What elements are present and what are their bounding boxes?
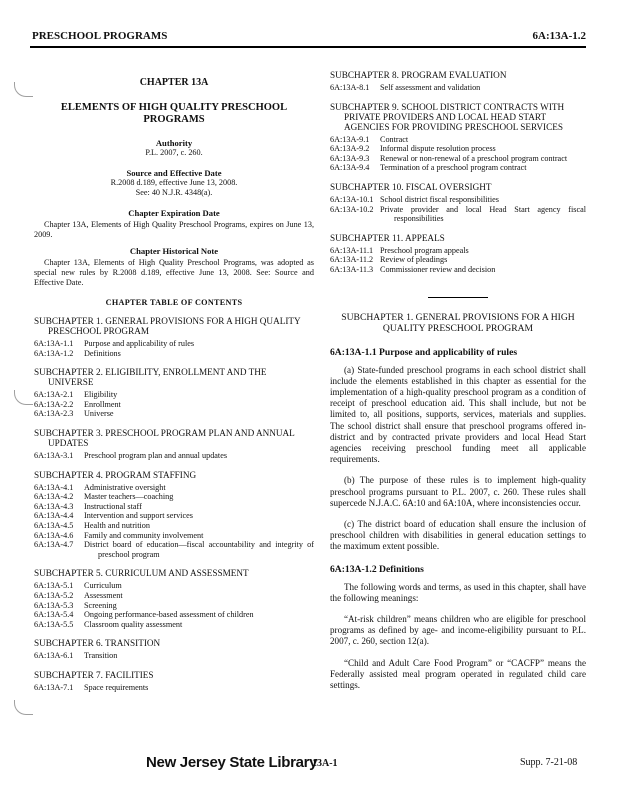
toc-entry	[34, 400, 314, 410]
toc-subchapter-title: SUBCHAPTER 11. APPEALS	[330, 232, 445, 243]
toc-heading: CHAPTER TABLE OF CONTENTS	[105, 298, 243, 307]
toc-entry	[330, 154, 586, 164]
toc-entry-number: 6A:13A-2.3	[34, 409, 74, 419]
toc-entry-number: 6A:13A-11.2	[330, 255, 374, 265]
toc-entry-list	[330, 195, 586, 224]
toc-entry	[34, 492, 314, 502]
footer-page-number: 13A-1	[312, 758, 338, 769]
toc-entry-title: Enrollment	[84, 399, 121, 409]
toc-entry-number: 6A:13A-4.1	[34, 482, 74, 492]
toc-entry-number: 6A:13A-1.2	[34, 348, 74, 358]
toc-entry	[34, 511, 314, 521]
punch-hole-mark	[14, 82, 33, 97]
toc-entry-title: Master teachers—coaching	[84, 492, 174, 502]
toc-entry	[34, 531, 314, 541]
toc-entry-title: District board of education—fiscal accountability and integrity of preschool program	[84, 540, 314, 559]
toc-entry	[330, 195, 586, 205]
toc-entry	[34, 683, 314, 693]
running-head-title: PRESCHOOL PROGRAMS	[32, 30, 168, 42]
toc-entry-number: 6A:13A-7.1	[34, 682, 74, 692]
toc-entry-title: Health and nutrition	[84, 520, 150, 530]
toc-entry-number: 6A:13A-5.2	[34, 590, 74, 600]
toc-entry-number: 6A:13A-10.1	[330, 194, 374, 204]
toc-entry	[330, 265, 586, 275]
toc-entry-list	[330, 83, 586, 93]
toc-entry-title: Self assessment and validation	[380, 83, 481, 92]
toc-entry-number: 6A:13A-8.1	[330, 83, 370, 92]
toc-entry	[34, 620, 314, 630]
right-column	[330, 70, 586, 701]
toc-entry-number: 6A:13A-9.1	[330, 134, 370, 144]
toc-entry-title: Instructional staff	[84, 501, 142, 511]
definition-at-risk-children: “At-risk children” means children who are eligible for preschool programs as defined by age- and income-eligibility pursuant to P.L. 2007, c. 260, section 12(a).	[330, 613, 586, 647]
toc-entry-title: Termination of a preschool program contract	[380, 163, 527, 173]
punch-hole-mark	[14, 700, 33, 715]
toc-entry-title: School district fiscal responsibilities	[380, 194, 499, 204]
toc-entry	[34, 502, 314, 512]
toc-entry-list	[34, 483, 314, 560]
toc-entry	[34, 390, 314, 400]
rule-1-2-heading: 6A:13A-1.2 Definitions	[330, 563, 424, 575]
toc-left-list	[34, 316, 314, 692]
toc-entry-list	[330, 135, 586, 173]
expiration-text: Chapter 13A, Elements of High Quality Preschool Programs, expires on June 13, 2009.	[34, 220, 314, 239]
running-head	[30, 30, 586, 48]
toc-entry	[330, 163, 586, 173]
toc-entry-title: Assessment	[84, 590, 123, 600]
toc-entry-title: Purpose and applicability of rules	[84, 339, 195, 348]
toc-entry-number: 6A:13A-10.2	[330, 204, 374, 214]
toc-entry-title: Commissioner review and decision	[380, 264, 496, 274]
toc-entry-title: Informal dispute resolution process	[380, 144, 496, 154]
source-text-1: R.2008 d.189, effective June 13, 2008.	[110, 178, 238, 187]
toc-entry	[34, 651, 314, 661]
toc-entry-list	[34, 651, 314, 661]
toc-entry-number: 6A:13A-4.3	[34, 501, 74, 511]
footer-supplement: Supp. 7-21-08	[520, 757, 578, 768]
toc-entry-number: 6A:13A-9.3	[330, 153, 370, 163]
toc-entry	[34, 591, 314, 601]
toc-entry-number: 6A:13A-5.3	[34, 600, 74, 610]
toc-entry-title: Universe	[84, 409, 114, 419]
historical-text: Chapter 13A, Elements of High Quality Preschool Programs, was adopted as special new rules by R.2008 d.189, effective June 13, 2008. See: Source and Effective Date.	[34, 258, 314, 287]
footer-library-stamp: New Jersey State Library	[146, 754, 318, 771]
toc-entry-list	[34, 339, 314, 358]
toc-entry-number: 6A:13A-9.2	[330, 144, 370, 154]
toc-entry-title: Space requirements	[84, 682, 149, 692]
toc-entry	[330, 144, 586, 154]
toc-entry	[34, 540, 314, 559]
toc-entry-number: 6A:13A-2.1	[34, 390, 74, 400]
toc-entry-list	[330, 246, 586, 275]
toc-entry	[34, 409, 314, 419]
toc-subchapter-title: SUBCHAPTER 2. ELIGIBILITY, ENROLLMENT AND THE UNIVERSE	[34, 367, 267, 388]
toc-entry-list	[34, 581, 314, 629]
toc-entry-title: Classroom quality assessment	[84, 619, 183, 629]
chapter-title: ELEMENTS OF HIGH QUALITY PRESCHOOL PROGRAMS	[60, 102, 288, 125]
toc-entry-title: Screening	[84, 600, 117, 610]
toc-entry-number: 6A:13A-5.5	[34, 619, 74, 629]
toc-entry-number: 6A:13A-4.4	[34, 511, 74, 521]
section-divider	[428, 297, 488, 298]
toc-entry	[34, 483, 314, 493]
rule-1-1-para-c: (c) The district board of education shall ensure the inclusion of preschool children with disabilities in general education settings to the maximum extent possible.	[330, 518, 586, 552]
chapter-number: CHAPTER 13A	[139, 77, 209, 88]
toc-right-list	[330, 70, 586, 275]
toc-subchapter-title: SUBCHAPTER 10. FISCAL OVERSIGHT	[330, 181, 492, 192]
historical-heading: Chapter Historical Note	[129, 246, 219, 256]
toc-subchapter-title: SUBCHAPTER 7. FACILITIES	[34, 669, 154, 680]
toc-entry-title: Eligibility	[84, 390, 118, 400]
toc-entry-title: Preschool program appeals	[380, 245, 469, 255]
toc-entry-title: Private provider and local Head Start agency fiscal responsibilities	[380, 204, 586, 224]
toc-entry-list	[34, 451, 314, 461]
toc-subchapter-title: SUBCHAPTER 4. PROGRAM STAFFING	[34, 469, 197, 480]
toc-entry-number: 6A:13A-4.6	[34, 530, 74, 540]
definition-cacfp: “Child and Adult Care Food Program” or “CACFP” means the Federally assisted meal program operated in regulated child care settings.	[330, 657, 586, 690]
toc-entry	[34, 521, 314, 531]
toc-entry	[34, 610, 314, 620]
running-head-section: 6A:13A-1.2	[532, 30, 586, 42]
toc-entry	[330, 205, 586, 224]
toc-subchapter-title: SUBCHAPTER 3. PRESCHOOL PROGRAM PLAN AND ANNUAL UPDATES	[34, 427, 295, 448]
toc-entry-number: 6A:13A-2.2	[34, 399, 74, 409]
toc-entry	[330, 135, 586, 145]
toc-entry-number: 6A:13A-1.1	[34, 339, 74, 348]
rule-1-1-heading: 6A:13A-1.1 Purpose and applicability of rules	[330, 346, 518, 358]
toc-subchapter-title: SUBCHAPTER 5. CURRICULUM AND ASSESSMENT	[34, 568, 249, 579]
toc-entry-number: 6A:13A-4.2	[34, 492, 74, 502]
toc-entry-title: Administrative oversight	[84, 482, 166, 492]
source-text-2: See: 40 N.J.R. 4348(a).	[135, 188, 213, 197]
toc-entry-number: 6A:13A-11.3	[330, 264, 374, 274]
toc-entry	[330, 83, 586, 93]
toc-entry-title: Intervention and support services	[84, 511, 193, 521]
toc-entry-title: Preschool program plan and annual updates	[84, 450, 228, 460]
toc-entry-number: 6A:13A-4.5	[34, 520, 74, 530]
authority-heading: Authority	[155, 138, 193, 148]
toc-entry-title: Family and community involvement	[84, 530, 204, 540]
toc-entry	[330, 255, 586, 265]
toc-entry-list	[34, 683, 314, 693]
toc-entry-title: Curriculum	[84, 581, 122, 591]
toc-entry	[34, 601, 314, 611]
punch-hole-mark	[14, 390, 33, 405]
rule-1-2-intro: The following words and terms, as used in this chapter, shall have the following meanings:	[330, 581, 586, 603]
subchapter-1-heading: SUBCHAPTER 1. GENERAL PROVISIONS FOR A HIGH QUALITY PRESCHOOL PROGRAM	[341, 311, 575, 334]
toc-entry-title: Contract	[380, 134, 409, 144]
toc-entry-number: 6A:13A-5.4	[34, 610, 74, 620]
toc-entry-title: Review of pleadings	[380, 255, 448, 265]
toc-entry-title: Ongoing performance-based assessment of children	[84, 610, 254, 620]
rule-1-1-para-b: (b) The purpose of these rules is to implement high-quality preschool programs pursuant to P.L. 2007, c. 260. These rules shall supercede N.J.A.C. 6A:10 and 6A:10A, where inconsistencies occur.	[330, 475, 586, 508]
toc-entry-number: 6A:13A-5.1	[34, 581, 74, 591]
toc-entry-number: 6A:13A-6.1	[34, 651, 74, 661]
toc-entry-title: Definitions	[84, 348, 121, 358]
toc-entry-title: Renewal or non-renewal of a preschool program contract	[380, 153, 568, 163]
toc-subchapter-title: SUBCHAPTER 6. TRANSITION	[34, 638, 161, 649]
toc-entry-list	[34, 390, 314, 419]
toc-subchapter-title: SUBCHAPTER 9. SCHOOL DISTRICT CONTRACTS WITH PRIVATE PROVIDERS AND LOCAL HEAD START AGENCIES FOR PROVIDING PRESCHOOL SERVICES	[330, 101, 565, 132]
toc-entry	[330, 246, 586, 256]
expiration-heading: Chapter Expiration Date	[128, 208, 220, 218]
authority-text: P.L. 2007, c. 260.	[145, 148, 203, 157]
toc-entry-title: Transition	[84, 651, 118, 661]
toc-entry-number: 6A:13A-11.1	[330, 245, 374, 255]
source-heading: Source and Effective Date	[126, 168, 222, 178]
toc-subchapter-title: SUBCHAPTER 1. GENERAL PROVISIONS FOR A HIGH QUALITY PRESCHOOL PROGRAM	[34, 316, 301, 336]
toc-entry	[34, 451, 314, 461]
left-column	[34, 70, 314, 692]
rule-1-1-para-a: (a) State-funded preschool programs in each school district shall include the elements established in this chapter as essential for the implementation of a high-quality preschool program as a condition of receipt of preschool education aid. This shall include, but not be limited to, all positions, supports, services, materials and supplies. The school district shall ensure that preschool programs offered in-district and by contracted private providers and local Head Start agencies receiving preschool funding meet all applicable requirements.	[330, 364, 586, 465]
toc-entry	[34, 349, 314, 359]
toc-entry-number: 6A:13A-9.4	[330, 163, 370, 173]
toc-entry-number: 6A:13A-3.1	[34, 450, 74, 460]
toc-subchapter-title: SUBCHAPTER 8. PROGRAM EVALUATION	[330, 70, 507, 80]
toc-entry-number: 6A:13A-4.7	[34, 540, 74, 550]
toc-entry	[34, 339, 314, 349]
toc-entry	[34, 581, 314, 591]
